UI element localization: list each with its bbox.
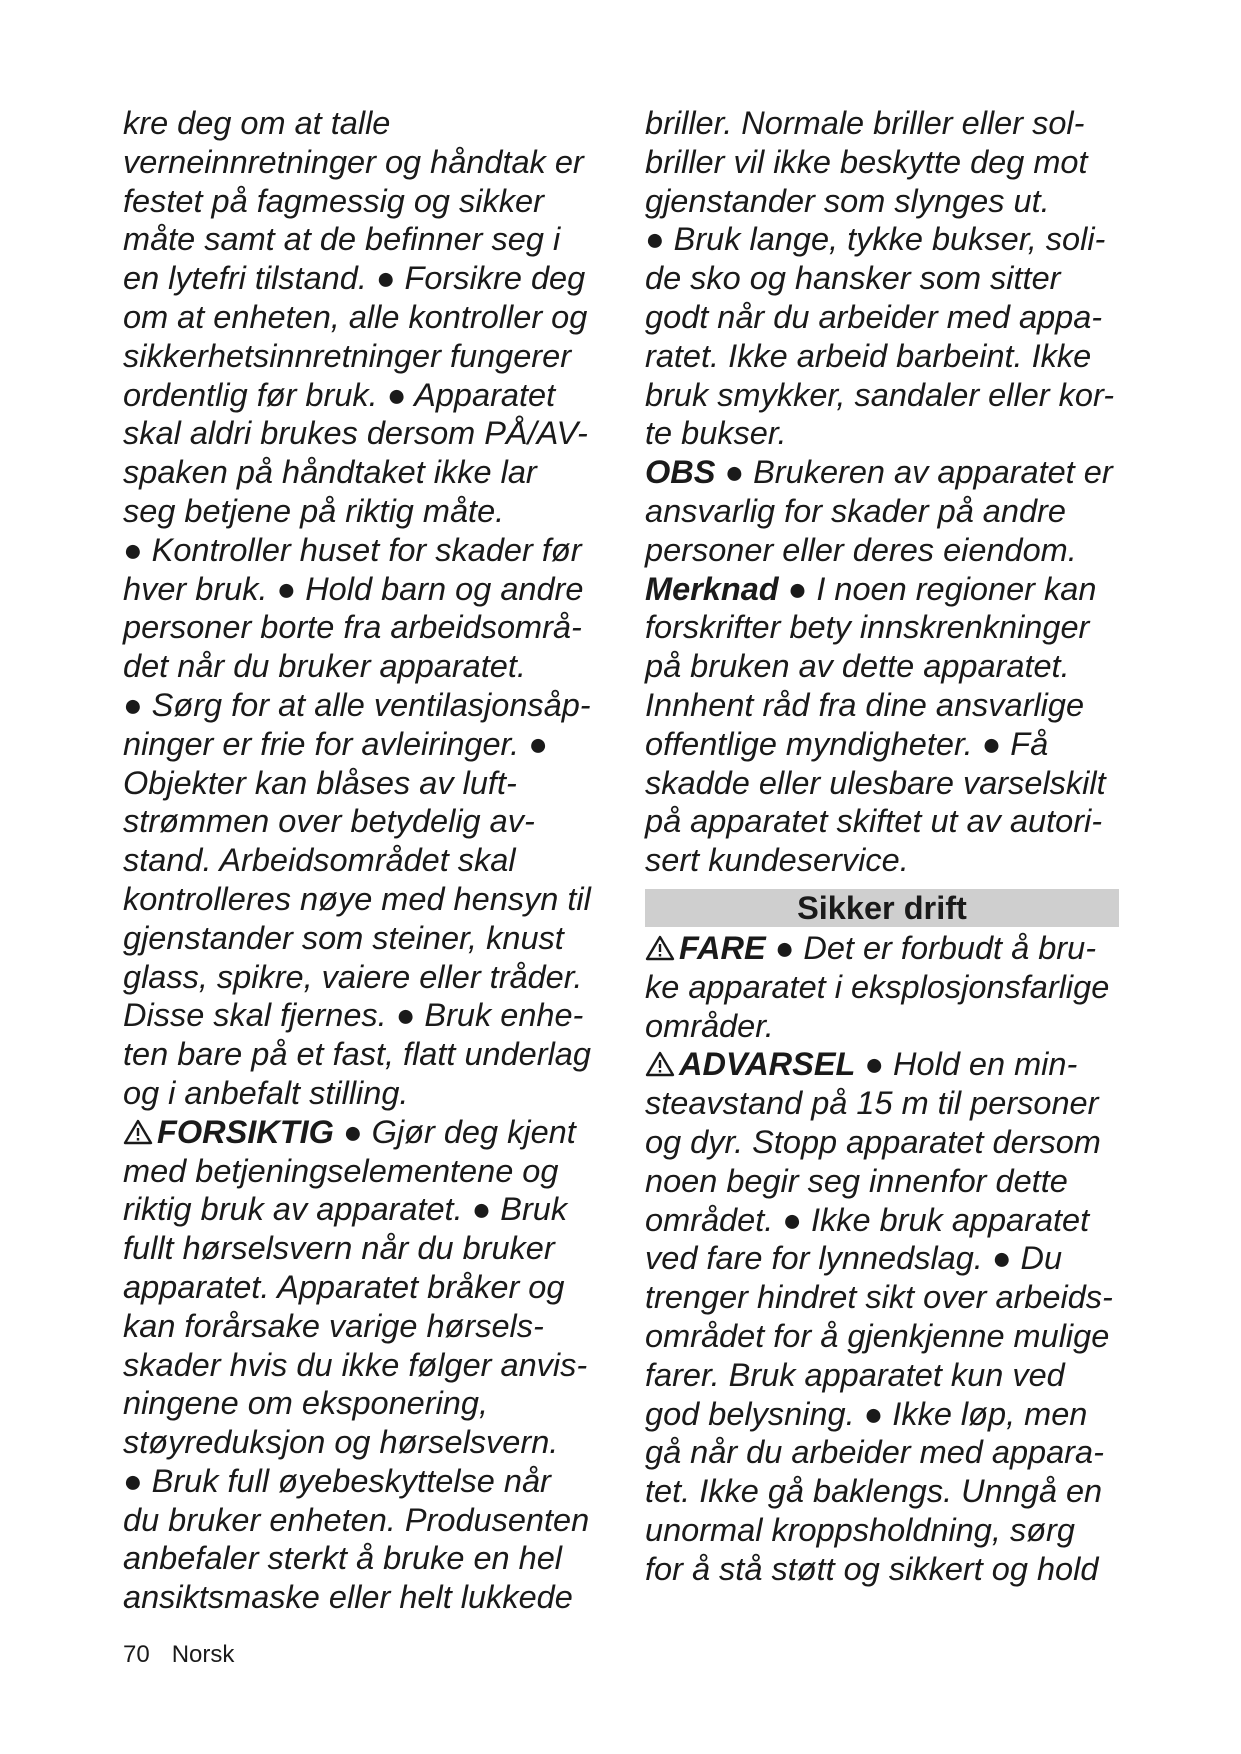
text-line: områder. bbox=[645, 1007, 774, 1044]
forsiktig-block bbox=[123, 1152, 623, 1618]
text-line: stand. Arbeidsområdet skal bbox=[123, 842, 516, 879]
text-line: det når du bruker apparatet. bbox=[123, 648, 526, 685]
text-line: sert kundeservice. bbox=[645, 842, 909, 879]
text-line: trenger hindret sikt over arbeids- bbox=[645, 1279, 1113, 1316]
text-line: området. ● Ikke bruk apparatet bbox=[645, 1201, 1090, 1238]
text-line: Objekter kan blåses av luft- bbox=[123, 764, 517, 801]
text-line: området for å gjenkjenne mulige bbox=[645, 1317, 1110, 1354]
fare-heading-line bbox=[645, 929, 1123, 968]
text-line: en lytefri tilstand. ● Forsikre deg bbox=[123, 260, 586, 297]
text-line: ansvarlig for skader på andre bbox=[645, 492, 1066, 529]
text-line: ke apparatet i eksplosjonsfarlige bbox=[645, 968, 1110, 1005]
text-line: spaken på håndtaket ikke lar bbox=[123, 454, 537, 491]
text-line: briller. Normale briller eller sol- bbox=[645, 105, 1085, 141]
text-line: offentlige myndigheter. ● Få bbox=[645, 725, 1049, 762]
advarsel-block bbox=[645, 1084, 1123, 1588]
forsiktig-heading-line bbox=[123, 1113, 623, 1152]
obs-first-line: ● Brukeren av apparatet er bbox=[715, 454, 1113, 491]
text-line: med betjeningselementene og bbox=[123, 1152, 559, 1189]
left-column bbox=[123, 104, 623, 1617]
merknad-first-line: ● I noen regioner kan bbox=[778, 570, 1097, 607]
advarsel-label: ADVARSEL bbox=[679, 1046, 856, 1083]
text-line: og dyr. Stopp apparatet dersom bbox=[645, 1123, 1101, 1160]
text-line: godt når du arbeider med appa- bbox=[645, 298, 1103, 335]
forsiktig-first-line: ● Gjør deg kjent bbox=[333, 1113, 576, 1150]
text-line: unormal kroppsholdning, sørg bbox=[645, 1511, 1075, 1548]
text-line: fullt hørselsvern når du bruker bbox=[123, 1230, 555, 1267]
text-line: noen begir seg innenfor dette bbox=[645, 1162, 1068, 1199]
text-line: briller vil ikke beskytte deg mot bbox=[645, 143, 1088, 180]
text-line: på apparatet skiftet ut av autori- bbox=[645, 803, 1103, 840]
merknad-heading-line bbox=[645, 570, 1123, 609]
text-line: Innhent råd fra dine ansvarlige bbox=[645, 686, 1085, 723]
merknad-label: Merknad bbox=[645, 570, 779, 607]
text-line: ● Sørg for at alle ventilasjonsåp- bbox=[123, 686, 591, 723]
text-line: ten bare på et fast, flatt underlag bbox=[123, 1036, 591, 1073]
text-line: på bruken av dette apparatet. bbox=[645, 648, 1070, 685]
merknad-block bbox=[645, 608, 1123, 880]
text-line: ordentlig før bruk. ● Apparatet bbox=[123, 376, 556, 413]
text-line: kontrolleres nøye med hensyn til bbox=[123, 880, 591, 917]
text-line: festet på fagmessig og sikker bbox=[123, 182, 544, 219]
text-line: om at enheten, alle kontroller og bbox=[123, 298, 588, 335]
text-line: seg betjene på riktig måte. bbox=[123, 492, 505, 529]
warning-triangle-icon bbox=[123, 1119, 153, 1145]
text-line: skader hvis du ikke følger anvis- bbox=[123, 1346, 588, 1383]
text-line: ratet. Ikke arbeid barbeint. Ikke bbox=[645, 337, 1092, 374]
text-line: ninger er frie for avleiringer. ● bbox=[123, 725, 548, 762]
text-line: te bukser. bbox=[645, 415, 787, 452]
text-line: skal aldri brukes dersom PÅ/AV- bbox=[123, 415, 588, 452]
text-line: apparatet. Apparatet bråker og bbox=[123, 1268, 565, 1305]
text-line: ved fare for lynnedslag. ● Du bbox=[645, 1240, 1063, 1277]
text-line: du bruker enheten. Produsenten bbox=[123, 1501, 590, 1538]
right-column bbox=[645, 104, 1123, 1588]
text-line: kan forårsake varige hørsels- bbox=[123, 1307, 544, 1344]
warning-triangle-icon bbox=[645, 935, 675, 961]
right-intro-block bbox=[645, 104, 1123, 453]
footer-language: Norsk bbox=[171, 1641, 235, 1668]
obs-label: OBS bbox=[645, 454, 716, 491]
page-footer bbox=[123, 1641, 256, 1669]
page-number: 70 bbox=[123, 1641, 150, 1668]
text-line: strømmen over betydelig av- bbox=[123, 803, 535, 840]
obs-heading-line bbox=[645, 453, 1123, 492]
fare-first-line: ● Det er forbudt å bru- bbox=[765, 929, 1097, 966]
text-line: gjenstander som slynges ut. bbox=[645, 182, 1050, 219]
text-line: riktig bruk av apparatet. ● Bruk bbox=[123, 1191, 568, 1228]
advarsel-heading-line bbox=[645, 1045, 1123, 1084]
text-line: støyreduksjon og hørselsvern. bbox=[123, 1424, 559, 1461]
text-line: for å stå støtt og sikkert og hold bbox=[645, 1550, 1099, 1587]
section-heading-sikker-drift: Sikker drift bbox=[645, 889, 1119, 927]
text-line: god belysning. ● Ikke løp, men bbox=[645, 1395, 1088, 1432]
text-line: anbefaler sterkt å bruke en hel bbox=[123, 1540, 563, 1577]
forsiktig-label: FORSIKTIG bbox=[157, 1113, 334, 1150]
text-line: personer borte fra arbeidsområ- bbox=[123, 609, 582, 646]
advarsel-first-line: ● Hold en min- bbox=[855, 1046, 1078, 1083]
text-line: kre deg om at talle bbox=[123, 105, 391, 141]
text-line: ningene om eksponering, bbox=[123, 1385, 488, 1422]
warning-triangle-icon bbox=[645, 1051, 675, 1077]
text-line: skadde eller ulesbare varselskilt bbox=[645, 764, 1106, 801]
text-line: de sko og hansker som sitter bbox=[645, 260, 1061, 297]
text-line: måte samt at de befinner seg i bbox=[123, 221, 561, 258]
text-line: gjenstander som steiner, knust bbox=[123, 919, 564, 956]
text-line: personer eller deres eiendom. bbox=[645, 531, 1077, 568]
text-line: glass, spikre, vaiere eller tråder. bbox=[123, 958, 583, 995]
text-line: hver bruk. ● Hold barn og andre bbox=[123, 570, 584, 607]
text-line: bruk smykker, sandaler eller kor- bbox=[645, 376, 1115, 413]
text-line: og i anbefalt stilling. bbox=[123, 1074, 409, 1111]
text-line: Disse skal fjernes. ● Bruk enhe- bbox=[123, 997, 584, 1034]
text-line: farer. Bruk apparatet kun ved bbox=[645, 1356, 1065, 1393]
text-line: sikkerhetsinnretninger fungerer bbox=[123, 337, 572, 374]
text-line: verneinnretninger og håndtak er bbox=[123, 143, 584, 180]
text-line: steavstand på 15 m til personer bbox=[645, 1085, 1099, 1122]
fare-label: FARE bbox=[679, 929, 766, 966]
text-line: tet. Ikke gå baklengs. Unngå en bbox=[645, 1473, 1103, 1510]
text-line: ansiktsmaske eller helt lukkede bbox=[123, 1579, 573, 1616]
obs-block bbox=[645, 492, 1123, 570]
text-line: ● Bruk full øyebeskyttelse når bbox=[123, 1462, 551, 1499]
text-line: forskrifter bety innskrenkninger bbox=[645, 609, 1090, 646]
text-line: ● Kontroller huset for skader før bbox=[123, 531, 582, 568]
left-intro-block bbox=[123, 104, 623, 1113]
fare-block bbox=[645, 968, 1123, 1046]
text-line: ● Bruk lange, tykke bukser, soli- bbox=[645, 221, 1106, 258]
text-line: gå når du arbeider med appara- bbox=[645, 1434, 1104, 1471]
